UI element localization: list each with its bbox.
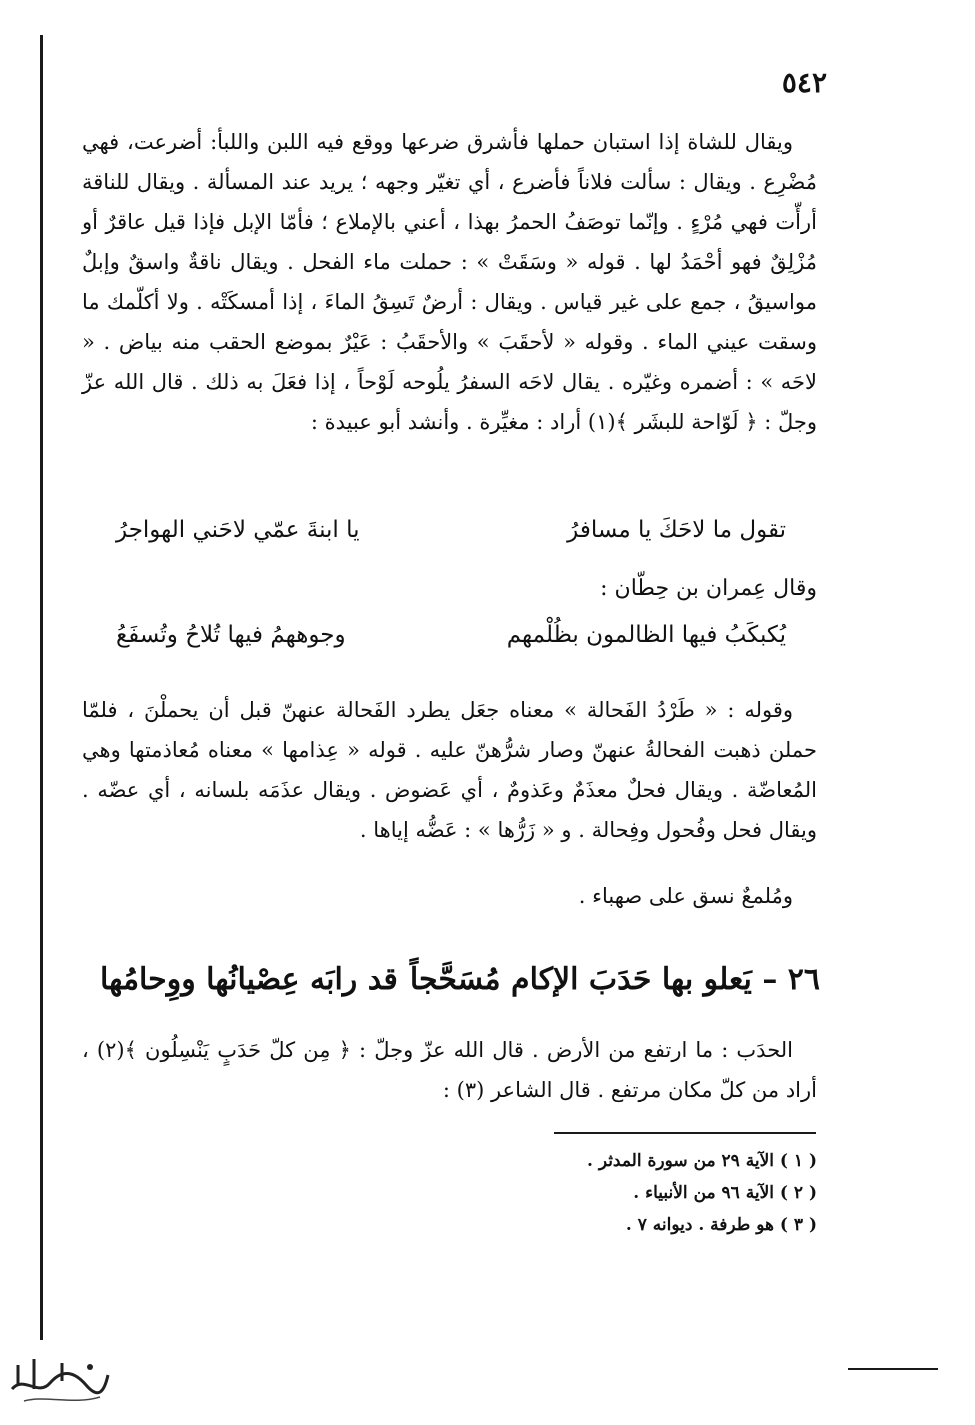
paragraph-4: الحدَب : ما ارتفع من الأرض . قال الله عزّ وجلّ : ﴿ مِن كلّ حَدَبٍ يَنْسِلُون ﴾(٢) ، أراد من كلّ مكان مرتفع . قال الشاعر (٣) : [82, 1038, 817, 1102]
verse-line-1 [116, 517, 786, 543]
main-verse-26 [100, 962, 820, 997]
library-stamp-logo [4, 1345, 114, 1415]
footnote-2: ( ٢ ) الآية ٩٦ من الأنبياء . [633, 1183, 817, 1203]
verse-attribution: وقال عِمران بن حِطّان : [600, 576, 817, 601]
paragraph-2: وقوله : « طَرْدُ الفَحالة » معناه جعَل يطرد الفَحالة عنهنّ قبل أن يحملْنَ ، فلمّا حملن ذهبت الفحالةُ عنهنّ وصار شرُّهنّ عليه . قوله « عِذامها » معناه مُعاذمتها وهي المُعاضّة . ويقال فحلٌ معذَمٌ وعَذومٌ ، أي عَضوض . ويقال عذَمَه بلسانه ، أي عضّه . ويقال فحل وفُحول وفِحالة . و « زَرُّها » : عَضُّه إياها . [82, 698, 817, 842]
verse-2-first-hemistich: يُكبكَبُ فيها الظالمون بظُلْمهم [506, 622, 786, 648]
paragraph-1: ويقال للشاة إذا استبان حملها فأشرق ضرعها ووقع فيه اللبن واللبأ: أضرعت، فهي مُضْرِع . ويقال : سألت فلاناً فأضرع ، أي تغيّر وجهه ؛ يريد عند المسألة . ويقال للناقة أرأّت فهي مُرْءٍ . وإنّما توصَفُ الحمرُ بهذا ، أعني بالإملاع ؛ فأمّا الإبل فإذا قيل عاقرٌ أو مُزْلِقٌ فهو أحْمَدُ لها . قوله « وسَقَتْ » : حملت ماء الفحل . ويقال ناقةٌ واسقٌ وإبلٌ مواسيقُ ، جمع على غير قياس . ويقال : أرضٌ تَسِقُ الماءَ ، إذا أمسكَتْه . ولا أكلّمك ما وسقت عيني الماء . وقوله « لأحقَبَ » والأحقَبُ : عَيْرٌ بموضع الحقب منه بياض . « لاحَه » : أضمره وغيّره . يقال لاحَه السفرُ يلُوحه لَوْحاً ، إذا فعَلَ به ذلك . قال الله عزّ وجلّ : ﴿ لَوّاحة للبشَر ﴾(١) أراد : مغيِّرة . وأنشد أبو عبيدة : [82, 130, 817, 434]
main-verse-first-hemistich: ٢٦ – يَعلو بها حَدَبَ الإكام مُسَحَّجاً [409, 962, 820, 997]
footnote-3: ( ٣ ) هو طرفة . ديوانه ٧ . [625, 1215, 817, 1235]
verse-1-first-hemistich: تقول ما لاحَكَ يا مسافرُ [567, 517, 786, 543]
footnote-1: ( ١ ) الآية ٢٩ من سورة المدثر . [586, 1151, 817, 1171]
page-number: ٥٤٢ [781, 66, 827, 99]
bottom-right-rule [848, 1368, 938, 1370]
footnote-divider [554, 1132, 816, 1134]
main-verse-second-hemistich: قد رابَه عِصْيانُها ووِحامُها [100, 962, 398, 997]
verse-2-second-hemistich: وجوههمُ فيها تُلاحُ وتُسفَعُ [116, 622, 346, 648]
verse-1-second-hemistich: يا ابنةَ عمّي لاحَني الهواجرُ [116, 517, 360, 543]
paragraph-3: ومُلمعٌ نسق على صهباء . [578, 884, 793, 908]
left-margin-rule [40, 35, 43, 1340]
footnotes [587, 1145, 817, 1241]
verse-line-2 [116, 622, 786, 648]
